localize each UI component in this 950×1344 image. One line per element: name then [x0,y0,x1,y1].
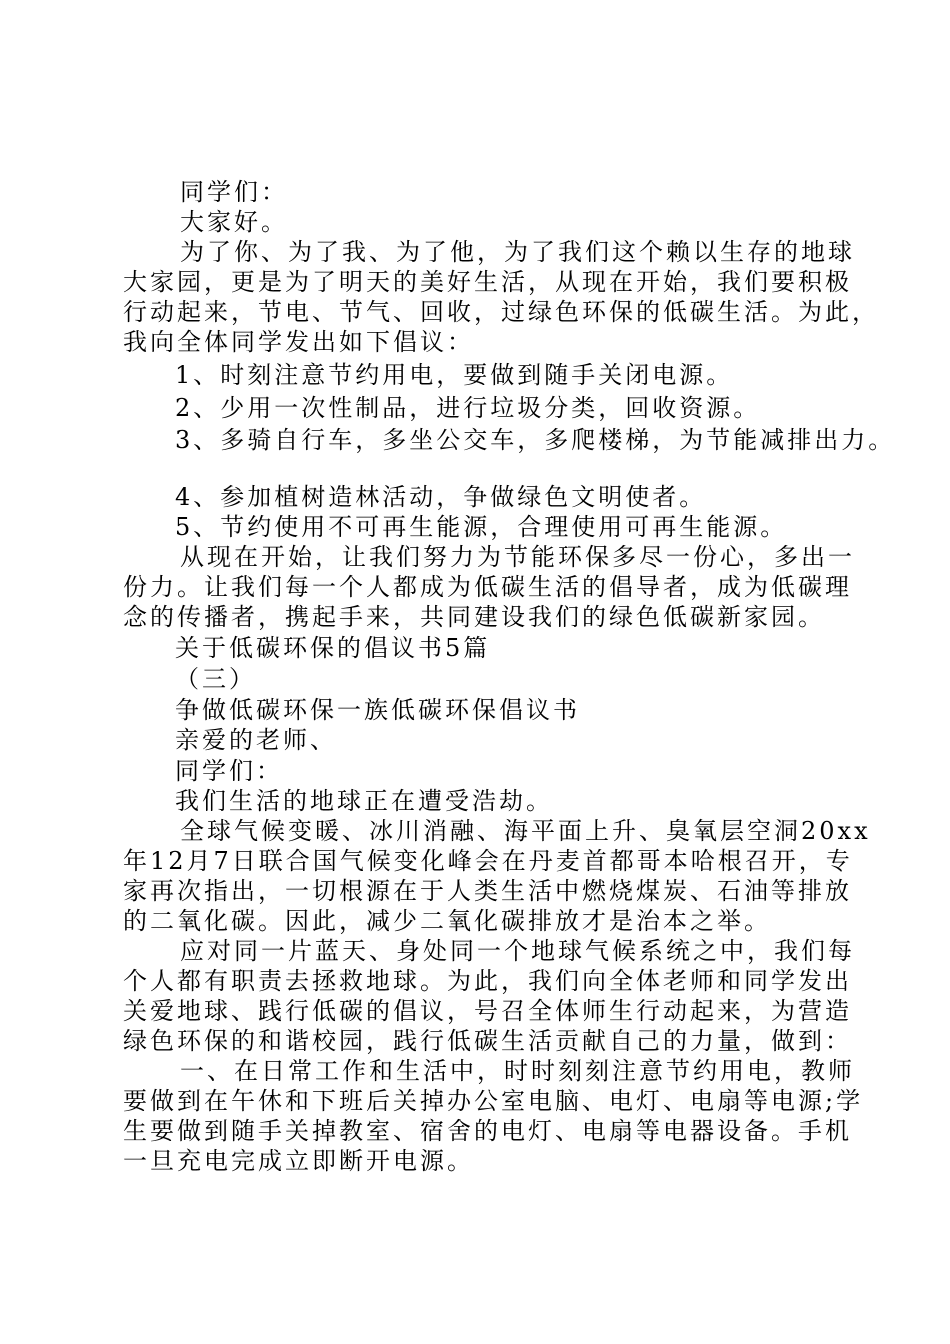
text-line: 关爱地球、践行低碳的倡议，号召全体师生行动起来，为营造 [123,997,852,1025]
text-line: 份力。让我们每一个人都成为低碳生活的倡导者，成为低碳理 [123,573,852,601]
text-line: 的二氧化碳。因此，减少二氧化碳排放才是治本之举。 [123,907,771,935]
text-line: 2、少用一次性制品，进行垃圾分类，回收资源。 [175,394,761,422]
text-line: 从现在开始，让我们努力为节能环保多尽一份心，多出一 [180,543,855,571]
text-line: （三） [175,665,256,693]
text-line: 应对同一片蓝天、身处同一个地球气候系统之中，我们每 [180,937,855,965]
text-line: 生要做到随手关掉教室、宿舍的电灯、电扇等电器设备。手机 [123,1117,852,1145]
text-line: 同学们： [180,178,288,206]
text-line: 家再次指出，一切根源在于人类生活中燃烧煤炭、石油等排放 [123,877,852,905]
text-line: 同学们： [175,757,283,785]
text-line: 我向全体同学发出如下倡议： [123,328,474,356]
text-line: 5、节约使用不可再生能源，合理使用可再生能源。 [175,513,788,541]
text-line: 个人都有职责去拯救地球。为此，我们向全体老师和同学发出 [123,967,852,995]
text-line: 全球气候变暖、冰川消融、海平面上升、臭氧层空洞20xx [180,817,871,845]
text-line: 绿色环保的和谐校园，践行低碳生活贡献自己的力量，做到： [123,1027,852,1055]
text-line: 行动起来，节电、节气、回收，过绿色环保的低碳生活。为此， [123,298,879,326]
text-line: 念的传播者，携起手来，共同建设我们的绿色低碳新家园。 [123,603,825,631]
text-line: 3、多骑自行车，多坐公交车，多爬楼梯，为节能减排出力。 [175,426,896,454]
text-line: 一旦充电完成立即断开电源。 [123,1147,474,1175]
text-line: 我们生活的地球正在遭受浩劫。 [175,787,553,815]
text-line: 大家园，更是为了明天的美好生活，从现在开始，我们要积极 [123,268,852,296]
text-line: 关于低碳环保的倡议书5篇 [175,634,491,662]
text-line: 年12月7日联合国气候变化峰会在丹麦首都哥本哈根召开，专 [123,847,853,875]
text-line: 大家好。 [180,208,288,236]
text-line: 为了你、为了我、为了他，为了我们这个赖以生存的地球 [180,238,855,266]
text-line: 1、时刻注意节约用电，要做到随手关闭电源。 [175,361,734,389]
text-line: 一、在日常工作和生活中，时时刻刻注意节约用电，教师 [180,1057,855,1085]
text-line: 要做到在午休和下班后关掉办公室电脑、电灯、电扇等电源;学 [123,1087,864,1115]
text-line: 争做低碳环保一族低碳环保倡议书 [175,696,580,724]
text-line: 亲爱的老师、 [175,726,337,754]
text-line: 4、参加植树造林活动，争做绿色文明使者。 [175,483,707,511]
